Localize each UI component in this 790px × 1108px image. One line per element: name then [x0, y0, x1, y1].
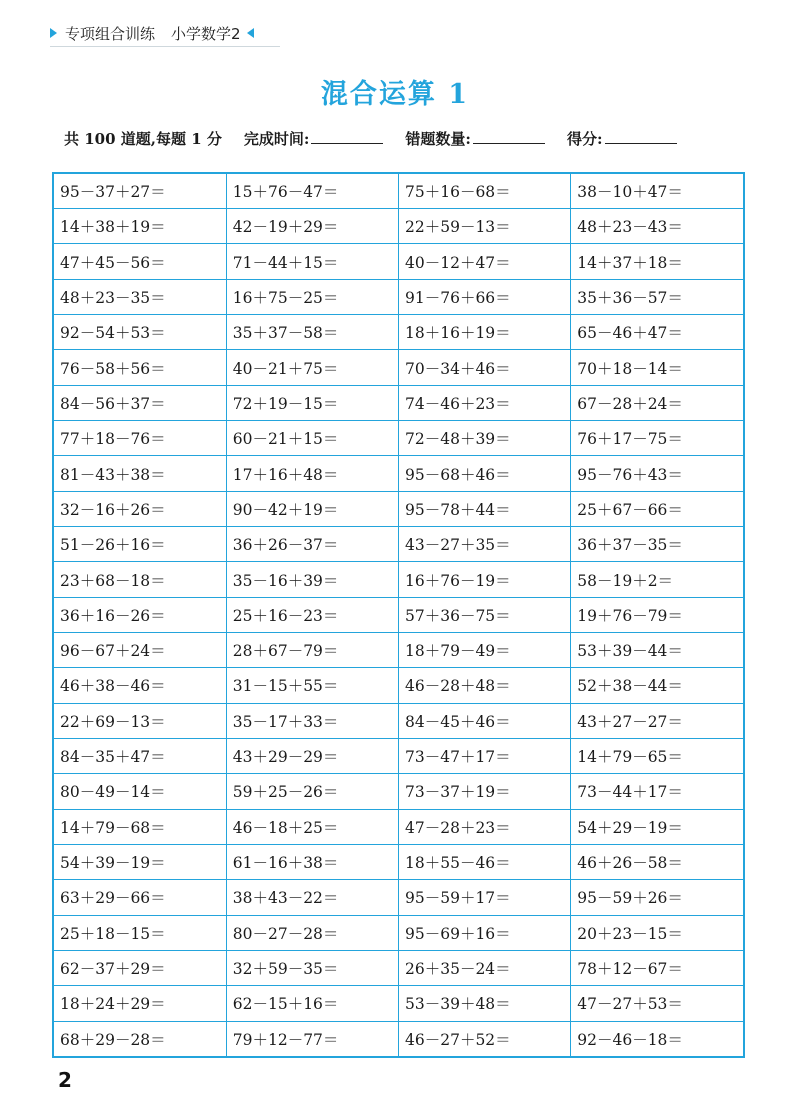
problem-cell: 65－46＋47＝ — [571, 315, 743, 350]
problem-cell: 40－21＋75＝ — [226, 350, 398, 385]
problem-cell: 46－27＋52＝ — [399, 1021, 571, 1056]
problem-cell: 73－47＋17＝ — [399, 738, 571, 773]
problem-cell: 16＋75－25＝ — [226, 279, 398, 314]
problem-row — [54, 491, 743, 526]
problem-cell: 73－44＋17＝ — [571, 774, 743, 809]
problem-cell: 75＋16－68＝ — [399, 174, 571, 209]
problem-cell: 38＋43－22＝ — [226, 880, 398, 915]
problem-cell: 16＋76－19＝ — [399, 562, 571, 597]
problem-row — [54, 244, 743, 279]
problem-cell: 25＋16－23＝ — [226, 597, 398, 632]
problem-cell: 57＋36－75＝ — [399, 597, 571, 632]
problem-cell: 42－19＋29＝ — [226, 209, 398, 244]
problem-cell: 47＋45－56＝ — [54, 244, 226, 279]
problem-cell: 22＋59－13＝ — [399, 209, 571, 244]
problem-cell: 70－34＋46＝ — [399, 350, 571, 385]
problem-cell: 22＋69－13＝ — [54, 703, 226, 738]
problem-cell: 43＋29－29＝ — [226, 738, 398, 773]
problem-cell: 62－15＋16＝ — [226, 986, 398, 1021]
problem-sheet — [52, 172, 745, 1058]
problem-cell: 43＋27－27＝ — [571, 703, 743, 738]
problem-cell: 36＋26－37＝ — [226, 527, 398, 562]
problem-cell: 35－17＋33＝ — [226, 703, 398, 738]
problem-cell: 25＋67－66＝ — [571, 491, 743, 526]
problem-row — [54, 174, 743, 209]
problem-row — [54, 844, 743, 879]
problem-cell: 23＋68－18＝ — [54, 562, 226, 597]
problem-cell: 95－68＋46＝ — [399, 456, 571, 491]
problem-cell: 20＋23－15＝ — [571, 915, 743, 950]
problem-cell: 51－26＋16＝ — [54, 527, 226, 562]
problem-cell: 68＋29－28＝ — [54, 1021, 226, 1056]
problem-cell: 15＋76－47＝ — [226, 174, 398, 209]
problem-row — [54, 279, 743, 314]
problem-cell: 96－67＋24＝ — [54, 633, 226, 668]
problem-cell: 26＋35－24＝ — [399, 950, 571, 985]
problem-row — [54, 385, 743, 420]
problem-cell: 92－46－18＝ — [571, 1021, 743, 1056]
problem-cell: 59＋25－26＝ — [226, 774, 398, 809]
problem-cell: 84－35＋47＝ — [54, 738, 226, 773]
time-blank[interactable] — [311, 129, 383, 144]
problem-cell: 31－15＋55＝ — [226, 668, 398, 703]
info-bar — [64, 128, 677, 149]
problem-cell: 14＋37＋18＝ — [571, 244, 743, 279]
problem-cell: 84－45＋46＝ — [399, 703, 571, 738]
problem-cell: 52＋38－44＝ — [571, 668, 743, 703]
problem-cell: 32－16＋26＝ — [54, 491, 226, 526]
problem-cell: 62－37＋29＝ — [54, 950, 226, 985]
problem-cell: 72＋19－15＝ — [226, 385, 398, 420]
time-label: 完成时间: — [243, 130, 310, 148]
problem-cell: 18＋24＋29＝ — [54, 986, 226, 1021]
problem-cell: 40－12＋47＝ — [399, 244, 571, 279]
problem-row — [54, 633, 743, 668]
problem-cell: 18＋16＋19＝ — [399, 315, 571, 350]
triangle-right-icon — [50, 28, 57, 38]
problem-cell: 32＋59－35＝ — [226, 950, 398, 985]
problem-cell: 71－44＋15＝ — [226, 244, 398, 279]
problem-cell: 63＋29－66＝ — [54, 880, 226, 915]
problem-cell: 77＋18－76＝ — [54, 421, 226, 456]
problem-row — [54, 527, 743, 562]
problem-cell: 90－42＋19＝ — [226, 491, 398, 526]
problem-cell: 38－10＋47＝ — [571, 174, 743, 209]
problem-row — [54, 421, 743, 456]
problem-cell: 47－28＋23＝ — [399, 809, 571, 844]
problem-cell: 74－46＋23＝ — [399, 385, 571, 420]
problem-cell: 95－76＋43＝ — [571, 456, 743, 491]
problem-cell: 18＋55－46＝ — [399, 844, 571, 879]
problem-cell: 79＋12－77＝ — [226, 1021, 398, 1056]
score-blank[interactable] — [605, 129, 677, 144]
problem-cell: 95－59＋26＝ — [571, 880, 743, 915]
problem-cell: 60－21＋15＝ — [226, 421, 398, 456]
problem-cell: 84－56＋37＝ — [54, 385, 226, 420]
problem-row — [54, 315, 743, 350]
problem-cell: 73－37＋19＝ — [399, 774, 571, 809]
score-label: 得分: — [566, 130, 603, 148]
problem-cell: 80－49－14＝ — [54, 774, 226, 809]
problem-cell: 17＋16＋48＝ — [226, 456, 398, 491]
problem-cell: 19＋76－79＝ — [571, 597, 743, 632]
problem-cell: 80－27－28＝ — [226, 915, 398, 950]
problem-table — [54, 174, 743, 1056]
problem-cell: 95－69＋16＝ — [399, 915, 571, 950]
problem-cell: 14＋38＋19＝ — [54, 209, 226, 244]
header-divider — [50, 46, 280, 47]
problem-cell: 46＋26－58＝ — [571, 844, 743, 879]
problem-cell: 92－54＋53＝ — [54, 315, 226, 350]
problem-row — [54, 209, 743, 244]
problem-row — [54, 597, 743, 632]
problem-cell: 91－76＋66＝ — [399, 279, 571, 314]
problem-cell: 70＋18－14＝ — [571, 350, 743, 385]
problem-cell: 95－37＋27＝ — [54, 174, 226, 209]
problem-cell: 48＋23－43＝ — [571, 209, 743, 244]
problem-cell: 36＋37－35＝ — [571, 527, 743, 562]
header-subject: 小学数学2 — [171, 24, 241, 43]
problem-cell: 53－39＋48＝ — [399, 986, 571, 1021]
problem-cell: 25＋18－15＝ — [54, 915, 226, 950]
problem-cell: 35＋37－58＝ — [226, 315, 398, 350]
problem-cell: 67－28＋24＝ — [571, 385, 743, 420]
problem-cell: 54＋39－19＝ — [54, 844, 226, 879]
problem-cell: 36＋16－26＝ — [54, 597, 226, 632]
header-banner — [50, 22, 254, 44]
errors-blank[interactable] — [473, 129, 545, 144]
header-series: 专项组合训练 — [65, 24, 156, 43]
problem-cell: 61－16＋38＝ — [226, 844, 398, 879]
problem-row — [54, 738, 743, 773]
errors-label: 错题数量: — [405, 130, 471, 148]
problem-cell: 18＋79－49＝ — [399, 633, 571, 668]
page-title: 混合运算 1 — [320, 79, 470, 110]
problem-cell: 43－27＋35＝ — [399, 527, 571, 562]
problem-cell: 78＋12－67＝ — [571, 950, 743, 985]
problem-cell: 14＋79－65＝ — [571, 738, 743, 773]
problem-row — [54, 562, 743, 597]
problem-cell: 35＋36－57＝ — [571, 279, 743, 314]
problem-cell: 72－48＋39＝ — [399, 421, 571, 456]
problem-row — [54, 950, 743, 985]
problem-cell: 46－28＋48＝ — [399, 668, 571, 703]
problem-row — [54, 703, 743, 738]
problem-cell: 47－27＋53＝ — [571, 986, 743, 1021]
problem-row — [54, 880, 743, 915]
problem-row — [54, 774, 743, 809]
problem-row — [54, 350, 743, 385]
problem-cell: 46＋38－46＝ — [54, 668, 226, 703]
problem-row — [54, 1021, 743, 1056]
problem-count-text: 共 100 道题,每题 1 分 — [64, 130, 222, 148]
problem-cell: 76－58＋56＝ — [54, 350, 226, 385]
problem-cell: 54＋29－19＝ — [571, 809, 743, 844]
page-number: 2 — [58, 1068, 72, 1092]
problem-cell: 95－59＋17＝ — [399, 880, 571, 915]
problem-cell: 46－18＋25＝ — [226, 809, 398, 844]
problem-row — [54, 456, 743, 491]
problem-row — [54, 986, 743, 1021]
problem-cell: 14＋79－68＝ — [54, 809, 226, 844]
problem-row — [54, 915, 743, 950]
problem-cell: 53＋39－44＝ — [571, 633, 743, 668]
problem-cell: 95－78＋44＝ — [399, 491, 571, 526]
problem-row — [54, 668, 743, 703]
triangle-left-icon — [247, 28, 254, 38]
problem-row — [54, 809, 743, 844]
problem-cell: 81－43＋38＝ — [54, 456, 226, 491]
problem-cell: 28＋67－79＝ — [226, 633, 398, 668]
problem-cell: 48＋23－35＝ — [54, 279, 226, 314]
problem-cell: 76＋17－75＝ — [571, 421, 743, 456]
problem-cell: 35－16＋39＝ — [226, 562, 398, 597]
problem-cell: 58－19＋2＝ — [571, 562, 743, 597]
